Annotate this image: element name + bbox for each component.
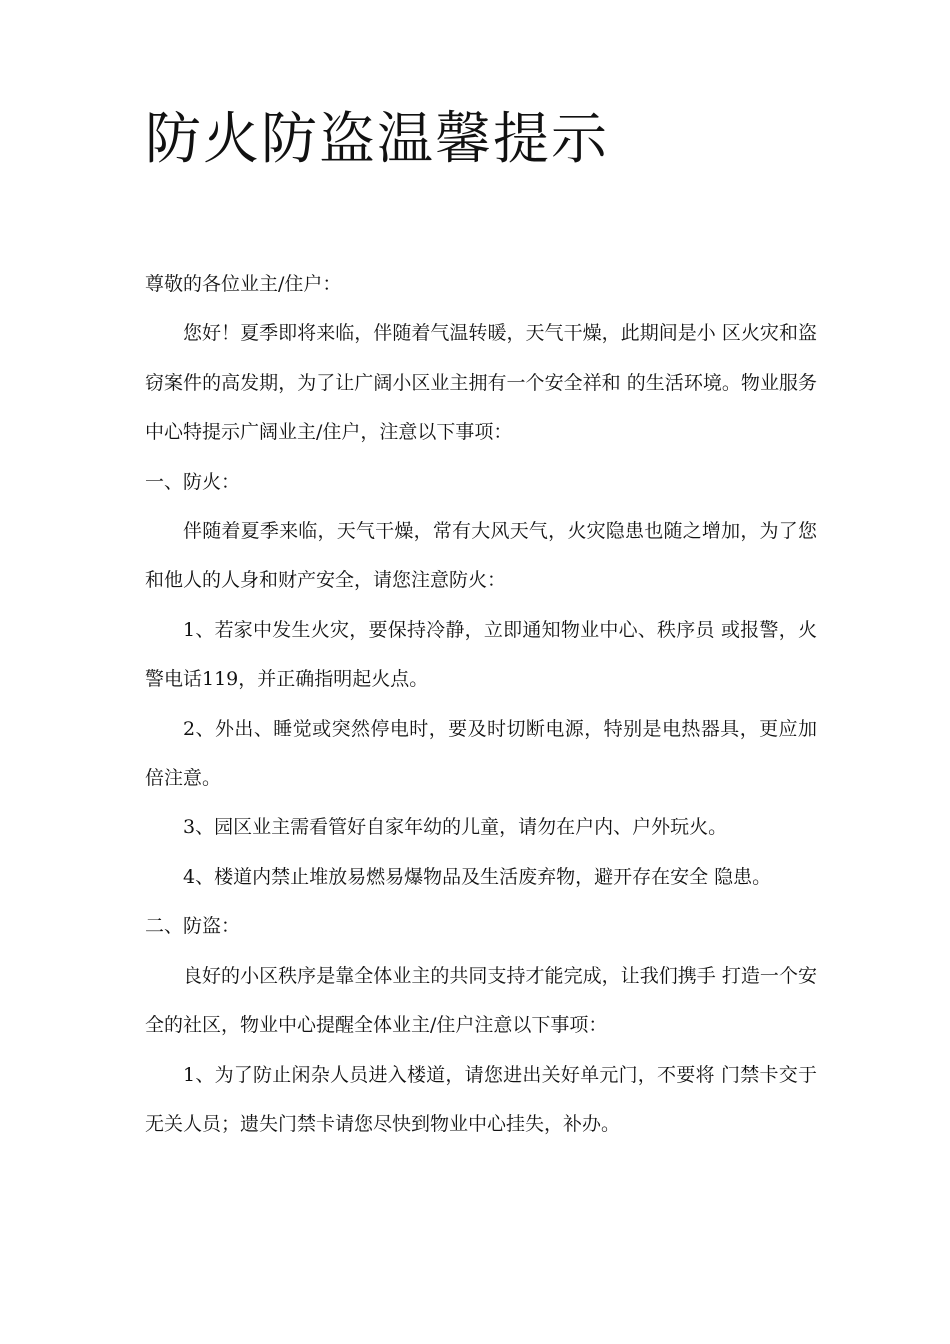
- section-heading-fire: 一、防火：: [145, 470, 241, 493]
- page-title: 防火防盗温馨提示: [145, 107, 609, 172]
- fire-item-3: 3、园区业主需看管好自家年幼的儿童，请勿在户内、户外玩火。: [183, 816, 728, 839]
- fire-intro-paragraph: 伴随着夏季来临，天气干燥，常有大风天气，火灾隐患也随之增加，为了您和他人的人身和财产安全，请您注意防火：: [145, 520, 817, 592]
- intro-paragraph: 您好！夏季即将来临，伴随着气温转暖，天气干燥，此期间是小 区火灾和盗窃案件的高发期，为了让广阔小区业主拥有一个安全祥和 的生活环境。物业服务中心特提示广阔业主/住户，注意以下事项：: [145, 322, 817, 444]
- fire-item-2: 2、外出、睡觉或突然停电时，要及时切断电源，特别是电热器具，更应加倍注意。: [145, 717, 817, 790]
- section-heading-theft: 二、防盗：: [145, 915, 241, 938]
- document-body: [145, 260, 817, 1149]
- fire-item-4: 4、楼道内禁止堆放易燃易爆物品及生活废弃物，避开存在安全 隐患。: [183, 865, 772, 888]
- theft-item-1: 1、为了防止闲杂人员进入楼道，请您进出关好单元门，不要将 门禁卡交于无关人员；遗失门禁卡请您尽快到物业中心挂失，补办。: [145, 1063, 817, 1135]
- salutation: 尊敬的各位业主/住户：: [145, 273, 342, 295]
- fire-item-1: 1、若家中发生火灾，要保持冷静，立即通知物业中心、秩序员 或报警，火警电话119，并正确指明起火点。: [145, 618, 817, 691]
- theft-intro-paragraph: 良好的小区秩序是靠全体业主的共同支持才能完成，让我们携手 打造一个安全的社区，物业中心提醒全体业主/住户注意以下事项：: [145, 964, 817, 1037]
